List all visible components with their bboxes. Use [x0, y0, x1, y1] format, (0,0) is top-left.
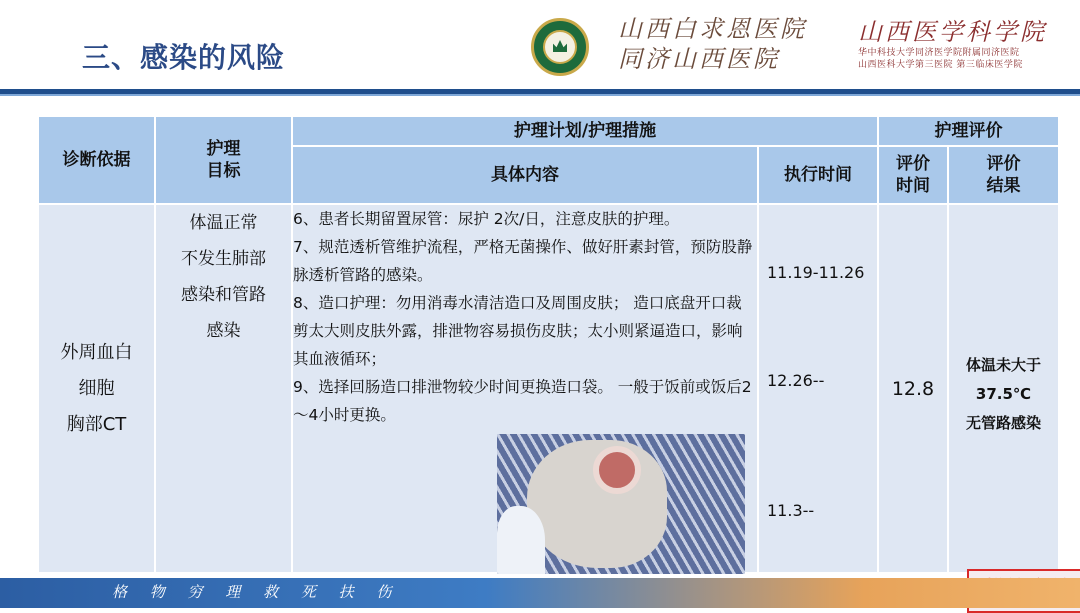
result-line: 体温未大于	[965, 356, 1041, 374]
diagnosis-line: 细胞	[78, 377, 115, 399]
header-eval-time: 评价时间	[878, 146, 948, 204]
header-content: 具体内容	[292, 146, 758, 204]
header-evaluation: 护理评价	[878, 116, 1059, 146]
exec-time-3: 11.3--	[767, 501, 815, 520]
measure-item: 6、患者长期留置尿管：尿护 2次/日，注意皮肤的护理。	[293, 210, 680, 228]
hospital-seal-logo	[531, 18, 589, 76]
header-exec-time: 执行时间	[758, 146, 878, 204]
result-line: 37.5℃	[975, 385, 1032, 403]
hospital-2-sub-2: 山西医科大学第三医院 第三临床医学院	[858, 60, 1023, 70]
diagnosis-line: 外周血白	[60, 341, 133, 363]
goal-line: 体温正常	[189, 213, 258, 233]
header-goal: 护理目标	[155, 116, 292, 204]
measure-item: 7、规范透析管维护流程，严格无菌操作、做好肝素封管，预防股静脉透析管路的感染。	[293, 238, 753, 284]
header-plan: 护理计划/护理措施	[292, 116, 878, 146]
goal-line: 不发生肺部	[181, 249, 266, 269]
hospital-2-sub-1: 华中科技大学同济医学院附属同济医院	[858, 48, 1020, 58]
page-title: 三、感染的风险	[82, 41, 286, 74]
hospital-1-line-1: 山西白求恩医院	[618, 15, 807, 43]
hospital-name-logo-1	[618, 14, 807, 74]
cell-eval-result	[948, 204, 1059, 573]
cell-diagnosis	[38, 204, 155, 573]
result-line: 无管路感染	[965, 414, 1041, 432]
goal-line: 感染	[206, 321, 241, 341]
cell-exec-time	[758, 204, 878, 573]
hospital-2-line-1: 山西医学科学院	[858, 18, 1047, 46]
header-divider-light	[0, 94, 1080, 96]
measure-item: 8、造口护理：勿用消毒水清洁造口及周围皮肤； 造口底盘开口裁剪太大则皮肤外露，排泄物容易损伤皮肤；太小则紧逼造口，影响其血液循环；	[293, 294, 743, 368]
cell-goal	[155, 204, 292, 573]
header-eval-result: 评价结果	[948, 146, 1059, 204]
footer-motto: 格 物 穷 理 救 死 扶 伤	[112, 583, 401, 601]
goal-line: 感染和管路	[181, 285, 266, 305]
stoma-care-photo	[497, 434, 745, 574]
header-diagnosis: 诊断依据	[38, 116, 155, 204]
measure-item: 9、选择回肠造口排泄物较少时间更换造口袋。 一般于饭前或饭后2～4小时更换。	[293, 378, 752, 424]
cell-eval-time: 12.8	[878, 204, 948, 573]
hospital-1-line-2: 同济山西医院	[618, 45, 780, 73]
hospital-name-logo-2	[858, 12, 1047, 71]
diagnosis-line: 胸部CT	[66, 413, 127, 435]
exec-time-1: 11.19-11.26	[767, 263, 865, 282]
exec-time-2: 12.26--	[767, 371, 825, 390]
